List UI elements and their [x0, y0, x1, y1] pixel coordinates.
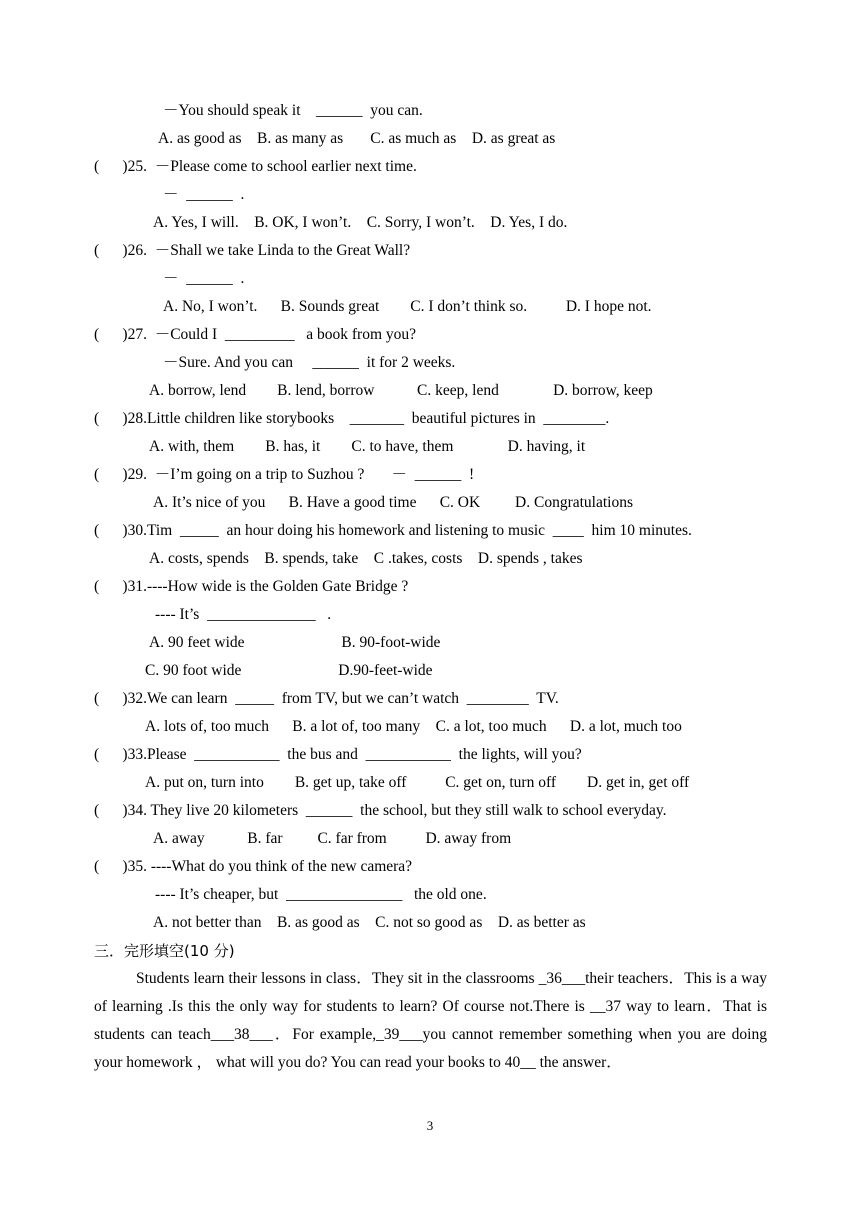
question-35-stem: ( )35. ----What do you think of the new camera? [94, 858, 413, 875]
question-25-options: A. Yes, I will. B. OK, I won’t. C. Sorry, I won’t. D. Yes, I do. [153, 214, 568, 231]
question-31-response-line: ---- It’s ______________ . [155, 606, 332, 623]
question-31-options-row-2: C. 90 foot wide D.90-feet-wide [145, 662, 433, 679]
question-30-stem: ( )30.Tim _____ an hour doing his homework and listening to music ____ him 10 minutes. [94, 522, 692, 539]
question-32-stem: ( )32.We can learn _____ from TV, but we can’t watch ________ TV. [94, 690, 559, 707]
question-35-response-line: ---- It’s cheaper, but _______________ the old one. [155, 886, 487, 903]
question-28-options: A. with, them B. has, it C. to have, them D. having, it [149, 438, 586, 455]
question-29-options: A. It’s nice of you B. Have a good time C. OK D. Congratulations [153, 494, 634, 511]
question-30-options: A. costs, spends B. spends, take C .takes, costs D. spends , takes [149, 550, 583, 567]
question-28-stem: ( )28.Little children like storybooks _______ beautiful pictures in ________. [94, 410, 610, 427]
question-34-options: A. away B. far C. far from D. away from [153, 830, 512, 847]
question-25-response-line: － ______ . [163, 186, 245, 203]
question-26-options: A. No, I won’t. B. Sounds great C. I don’t think so. D. I hope not. [163, 298, 652, 315]
question-24-options: A. as good as B. as many as C. as much as D. as great as [158, 130, 556, 147]
question-25-stem: ( )25. －Please come to school earlier next time. [94, 158, 417, 175]
question-32-options: A. lots of, too much B. a lot of, too many C. a lot, too much D. a lot, much too [145, 718, 682, 735]
question-27-options: A. borrow, lend B. lend, borrow C. keep, lend D. borrow, keep [149, 382, 653, 399]
question-27-response-line: －Sure. And you can ______ it for 2 weeks. [163, 354, 456, 371]
question-27-stem: ( )27. －Could I _________ a book from you? [94, 326, 417, 343]
question-33-options: A. put on, turn into B. get up, take off C. get on, turn off D. get in, get off [145, 774, 690, 791]
question-34-stem: ( )34. They live 20 kilometers ______ the school, but they still walk to school everyday. [94, 802, 667, 819]
cloze-passage: Students learn their lessons in class．They sit in the classrooms _36___their teachers．This is a way of learning .Is this the only way for students to learn? Of course not.There is __37 way to learn．That is students can teach___38___．For example,_39___you cannot remember something when you are doing your homework ， what will you do? You can read your books to 40__ the answer． [94, 970, 767, 1071]
section-title: 三．完形填空(10 分) [94, 942, 235, 960]
question-26-response-line: － ______ . [163, 270, 245, 287]
question-26-stem: ( )26. －Shall we take Linda to the Great Wall? [94, 242, 411, 259]
question-24-response-line: －You should speak it ______ you can. [163, 102, 423, 119]
question-33-stem: ( )33.Please ___________ the bus and ___________ the lights, will you? [94, 746, 582, 763]
question-29-stem: ( )29. －I’m going on a trip to Suzhou ? － ______ ! [94, 466, 475, 483]
question-35-options: A. not better than B. as good as C. not so good as D. as better as [153, 914, 586, 931]
question-31-options-row-1: A. 90 feet wide B. 90-foot-wide [149, 634, 441, 651]
page-number: 3 [426, 1118, 434, 1133]
question-31-stem: ( )31.----How wide is the Golden Gate Bridge ? [94, 578, 409, 595]
